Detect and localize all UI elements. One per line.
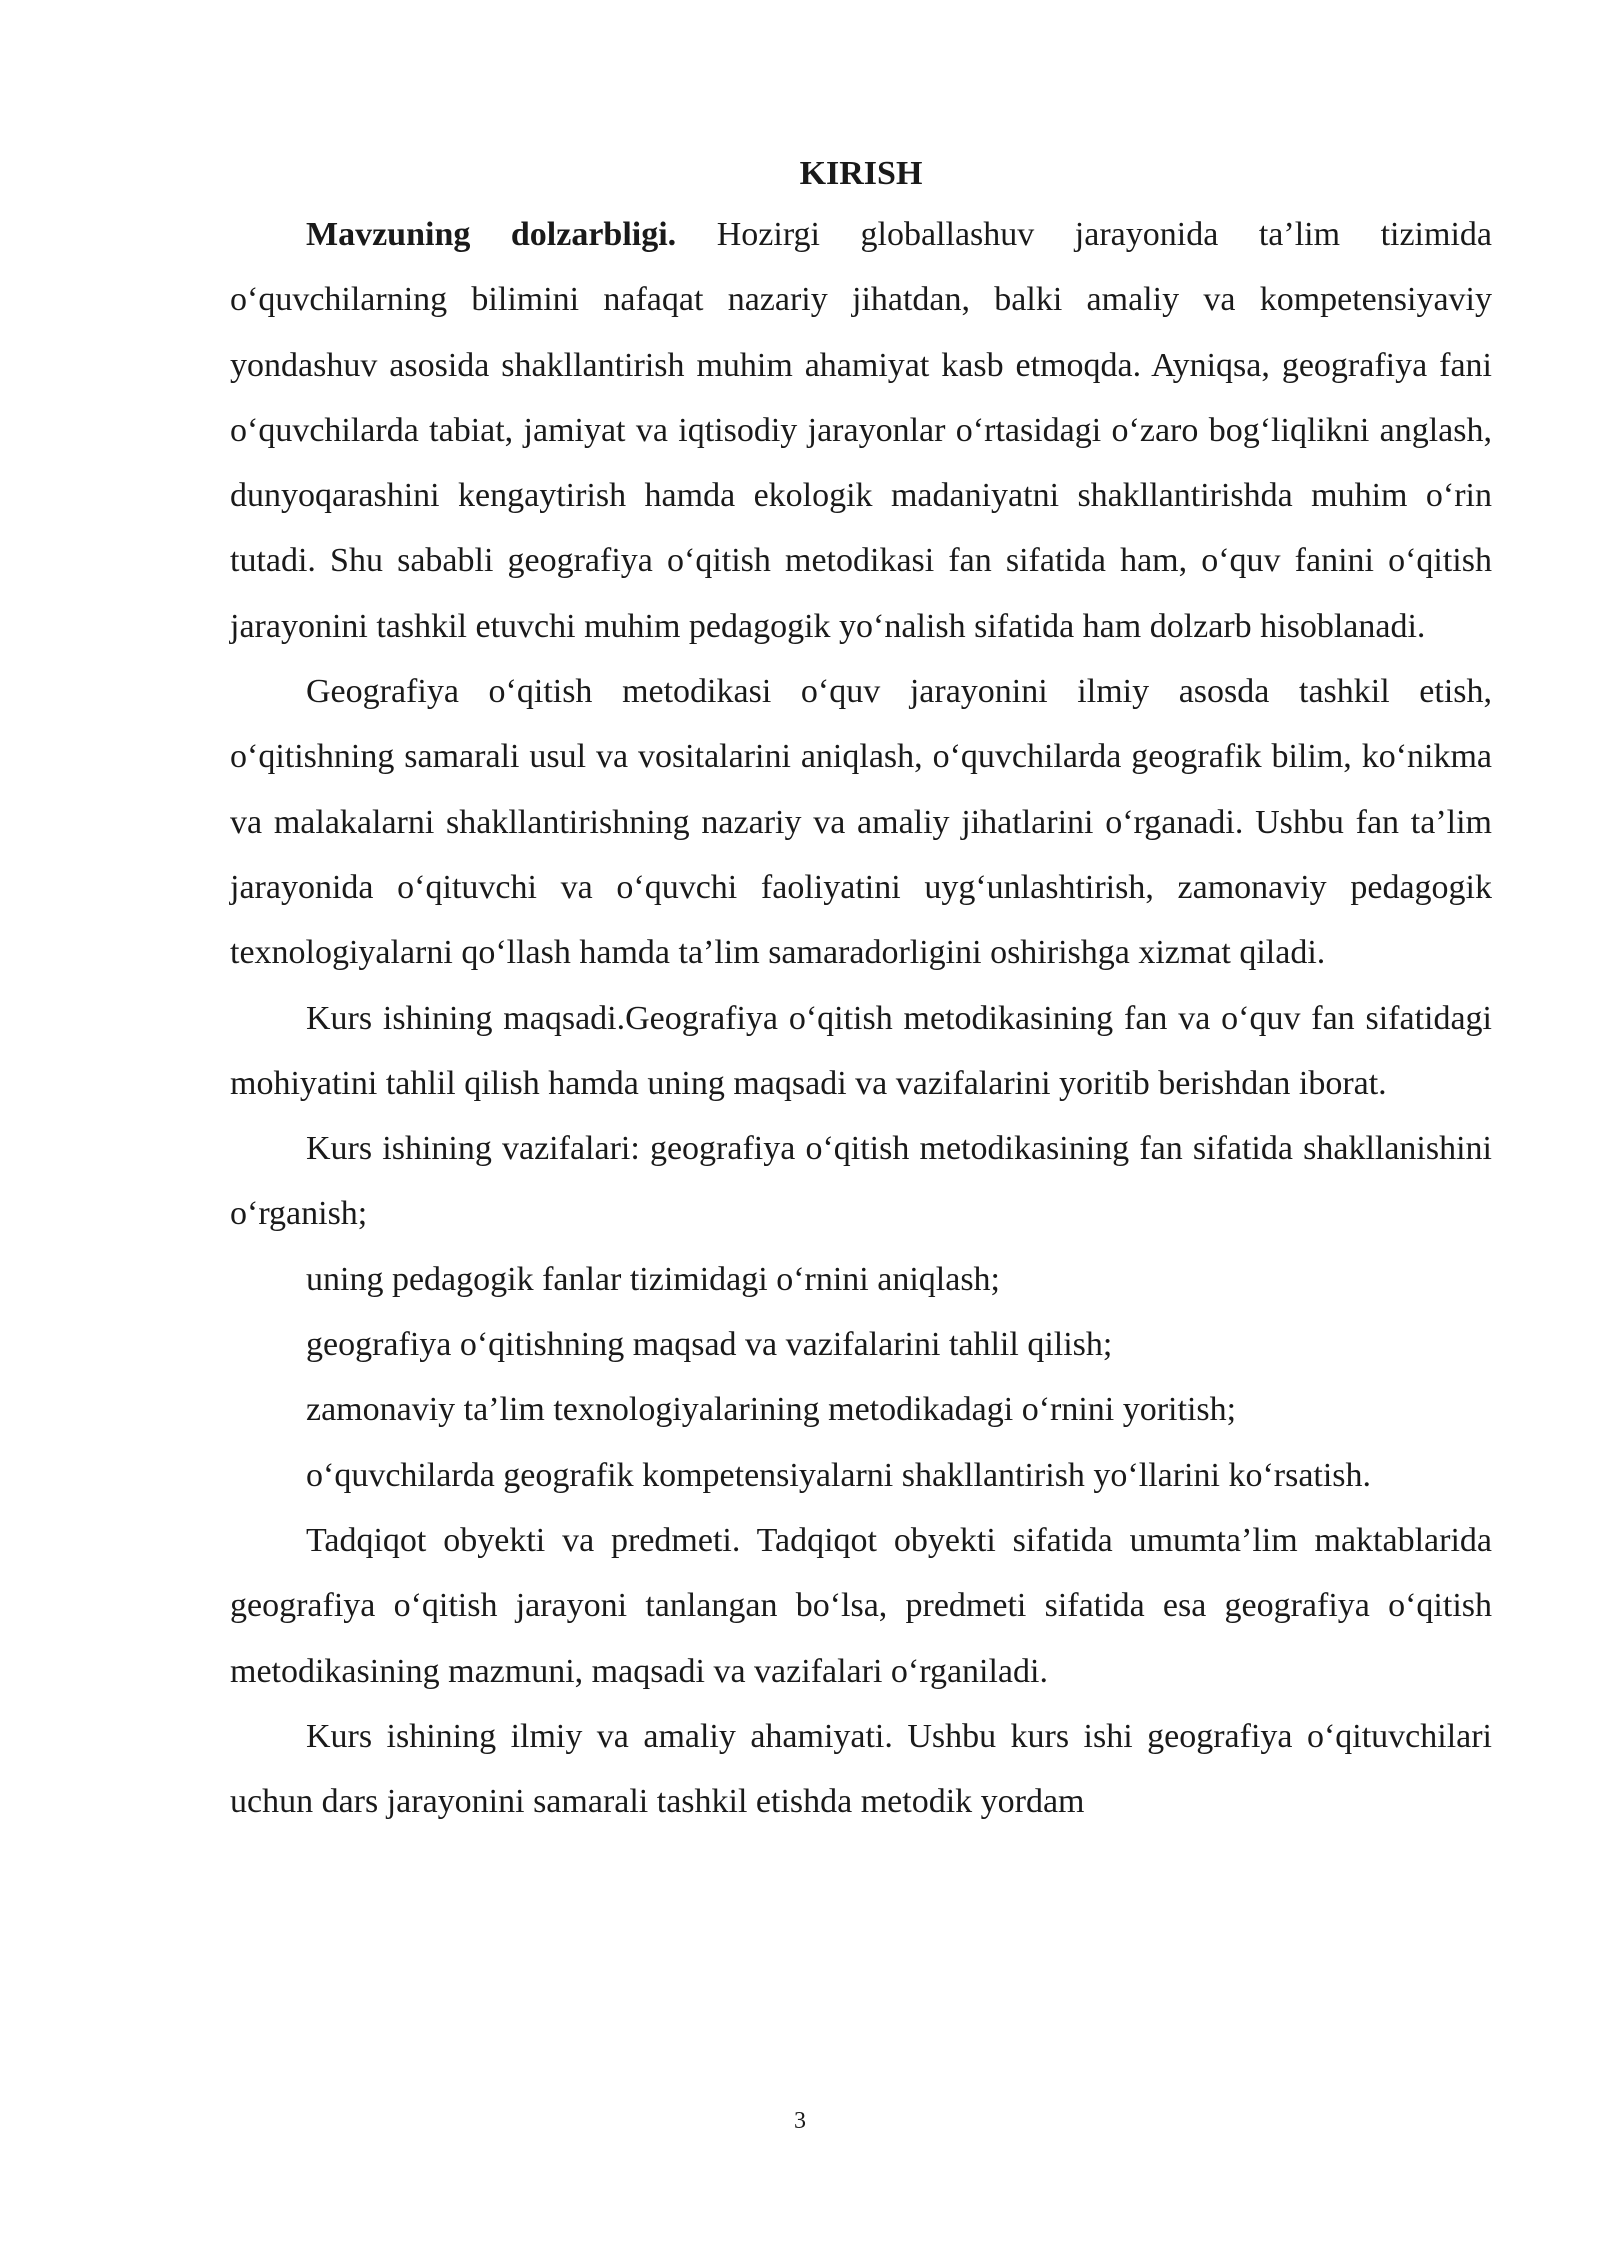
task-item: geografiya o‘qitishning maqsad va vazifalarini tahlil qilish; <box>306 1326 1113 1364</box>
paragraph-tasks: Kurs ishining vazifalari: geografiya o‘qitish metodikasining fan sifatida shakllanishini o‘rganish; <box>230 1130 1492 1233</box>
paragraph-methodology: Geografiya o‘qitish metodikasi o‘quv jarayonini ilmiy asosda tashkil etish, o‘qitishning samarali usul va vositalarini aniqlash, o‘quvchilarda geografik bilim, ko‘nikma va malakalarni shakllantirishning nazariy va amaliy jihatlarini o‘rganadi. Ushbu fan ta’lim jarayonida o‘qituvchi va o‘quvchi faoliyatini uyg‘unlashtirish, zamonaviy pedagogik texnologiyalarni qo‘llash hamda ta’lim samaradorligini oshirishga xizmat qiladi. <box>230 673 1492 972</box>
paragraph-relevance-label: Mavzuning dolzarbligi. <box>306 216 677 253</box>
paragraph-relevance-text: Hozirgi globallashuv jarayonida ta’lim tizimida o‘quvchilarning bilimini nafaqat nazariy jihatdan, balki amaliy va kompetensiyaviy yondashuv asosida shakllantirish muhim ahamiyat kasb etmoqda. Ayniqsa, geografiya fani o‘quvchilarda tabiat, jamiyat va iqtisodiy jarayonlar o‘rtasidagi o‘zaro bog‘liqlikni anglash, dunyoqarashini kengaytirish hamda ekologik madaniyatni shakllantirishda muhim o‘rin tutadi. Shu sababli geografiya o‘qitish metodikasi fan sifatida ham, o‘quv fanini o‘qitish jarayonini tashkil etuvchi muhim pedagogik yo‘nalish sifatida ham dolzarb hisoblanadi. <box>230 216 1492 645</box>
paragraph-object-subject: Tadqiqot obyekti va predmeti. Tadqiqot obyekti sifatida umumta’lim maktablarida geografiya o‘qitish jarayoni tanlangan bo‘lsa, predmeti sifatida esa geografiya o‘qitish metodikasining mazmuni, maqsadi va vazifalari o‘rganiladi. <box>230 1521 1492 1690</box>
page-number: 3 <box>794 2108 806 2134</box>
section-heading: KIRISH <box>799 155 923 192</box>
paragraph-significance: Kurs ishining ilmiy va amaliy ahamiyati. Ushbu kurs ishi geografiya o‘qituvchilari uchun dars jarayonini samarali tashkil etishda metodik yordam <box>230 1717 1492 1821</box>
body-text <box>230 146 1492 1834</box>
task-item: o‘quvchilarda geografik kompetensiyalarni shakllantirish yo‘llarini ko‘rsatish. <box>306 1456 1372 1494</box>
paragraph-relevance <box>230 202 1492 659</box>
task-item: zamonaviy ta’lim texnologiyalarining metodikadagi o‘rnini yoritish; <box>306 1391 1237 1429</box>
paragraph-goal: Kurs ishining maqsadi.Geografiya o‘qitish metodikasining fan va o‘quv fan sifatidagi mohiyatini tahlil qilish hamda uning maqsadi va vazifalarini yoritib berishdan iborat. <box>230 999 1492 1102</box>
task-item: uning pedagogik fanlar tizimidagi o‘rnini aniqlash; <box>306 1260 1000 1298</box>
